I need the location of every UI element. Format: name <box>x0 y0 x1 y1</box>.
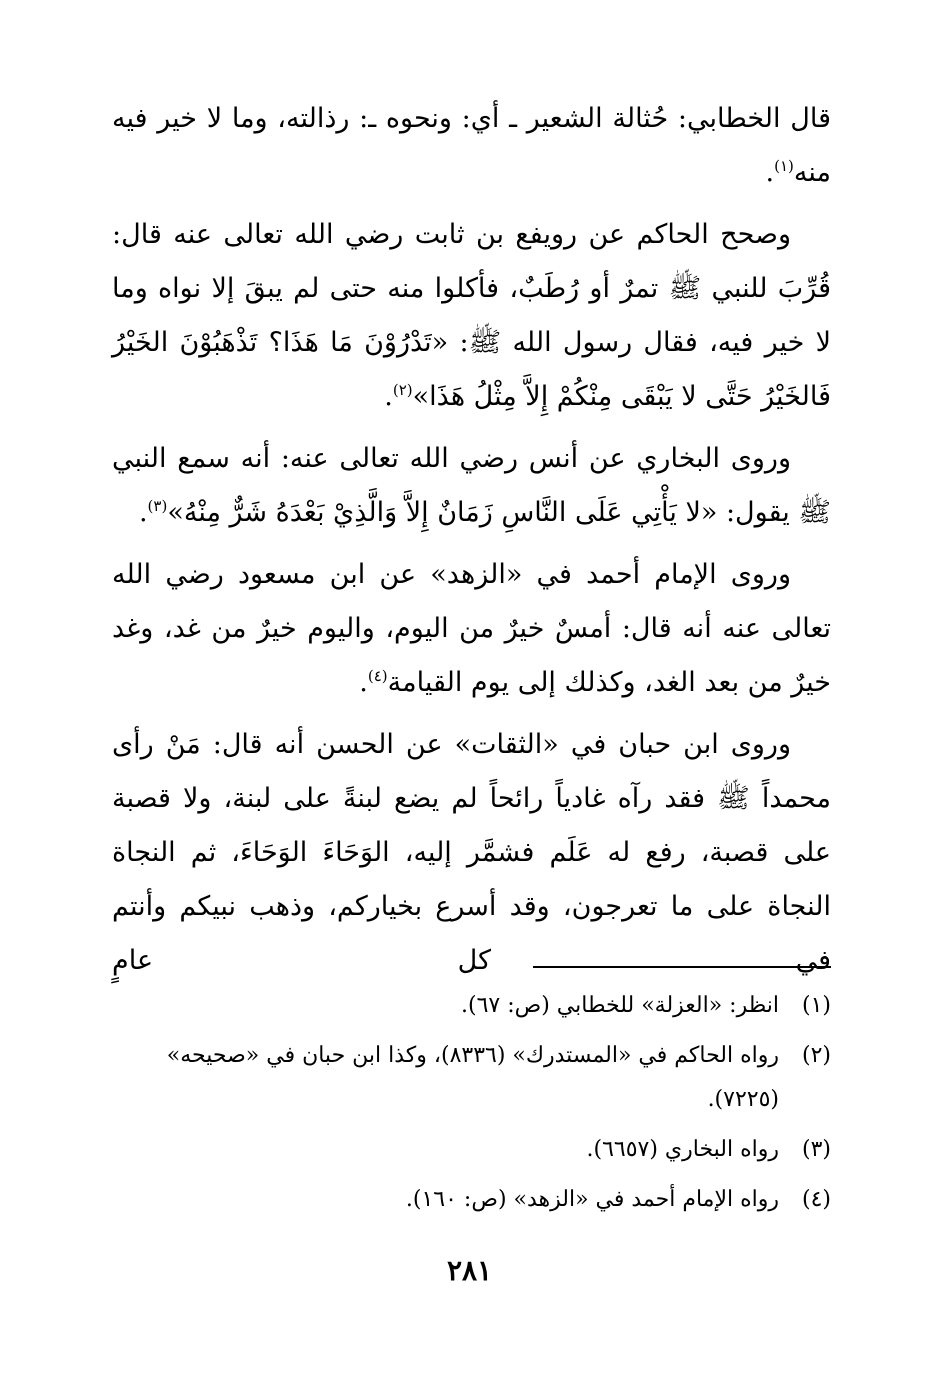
footnote-number: (٤) <box>801 1187 831 1212</box>
paragraph-end: . <box>138 497 148 528</box>
paragraph-text: وروى البخاري عن أنس رضي الله تعالى عنه: أنه سمع النبي ﷺ يقول: «لا يَأْتِي عَلَى النَّاسِ زَمَانٌ إِلاَّ وَالَّذِيْ بَعْدَهُ شَرٌّ مِنْهُ» <box>112 443 831 528</box>
paragraph <box>112 92 831 200</box>
page-number: ٢٨١ <box>446 1254 493 1287</box>
paragraph <box>112 208 831 424</box>
footnote-separator <box>533 966 831 968</box>
footnote-number: (٣) <box>801 1137 831 1162</box>
footnote <box>112 1034 831 1122</box>
main-text <box>112 92 831 996</box>
footnote-number: (١) <box>801 993 831 1018</box>
footnote <box>112 1178 831 1222</box>
paragraph <box>112 718 831 988</box>
paragraph-text: وروى ابن حبان في «الثقات» عن الحسن أنه قال: مَنْ رأى محمداً ﷺ فقد رآه غادياً رائحاً لم يضع لبنةً على لبنة، ولا قصبة على قصبة، رفع له عَلَم فشمَّر إليه، الوَحَاءَ الوَحَاءَ، ثم النجاة النجاة على ما تعرجون، وقد أسرع بخياركم، وذهب نبيكم وأنتم في كل عامٍ <box>112 729 831 976</box>
footnotes <box>112 984 831 1228</box>
footnote-marker: (٢) <box>392 381 413 399</box>
footnote-marker: (٣) <box>147 497 168 515</box>
paragraph-end: . <box>384 381 393 412</box>
footnote-text: انظر: «العزلة» للخطابي (ص: ٦٧). <box>461 993 779 1018</box>
footnote-text: رواه الحاكم في «المستدرك» (٨٣٣٦)، وكذا ابن حبان في «صحيحه» (٧٢٢٥). <box>166 1043 779 1112</box>
footnote-text: رواه الإمام أحمد في «الزهد» (ص: ١٦٠). <box>405 1187 779 1212</box>
paragraph-text: قال الخطابي: حُثالة الشعير ـ أي: ونحوه ـ: رذالته، وما لا خير فيه منه <box>112 103 831 188</box>
footnote-text: رواه البخاري (٦٦٥٧). <box>586 1137 779 1162</box>
paragraph <box>112 548 831 710</box>
footnote-number: (٢) <box>801 1043 831 1068</box>
footnote <box>112 984 831 1028</box>
footnote-marker: (١) <box>774 157 794 175</box>
paragraph-text: وروى الإمام أحمد في «الزهد» عن ابن مسعود رضي الله تعالى عنه أنه قال: أمسٌ خيرٌ من اليوم، واليوم خيرٌ من غد، وغد خيرٌ من بعد الغد، وكذلك إلى يوم القيامة <box>112 559 831 698</box>
paragraph-end: . <box>765 157 775 188</box>
paragraph-text: وصحح الحاكم عن رويفع بن ثابت رضي الله تعالى عنه قال: قُرِّبَ للنبي ﷺ تمرٌ أو رُطَبٌ، فأكلوا منه حتى لم يبقَ إلا نواه وما لا خير فيه، فقال رسول الله ﷺ: «تَدْرُوْنَ مَا هَذَا؟ تَذْهَبُوْنَ الخَيْرُ فَالخَيْرُ حَتَّى لا يَبْقَى مِنْكُمْ إِلاَّ مِثْلُ هَذَا» <box>112 219 831 412</box>
footnote-marker: (٤) <box>367 667 388 685</box>
footnote <box>112 1128 831 1172</box>
paragraph <box>112 432 831 540</box>
paragraph-end: . <box>359 667 368 698</box>
